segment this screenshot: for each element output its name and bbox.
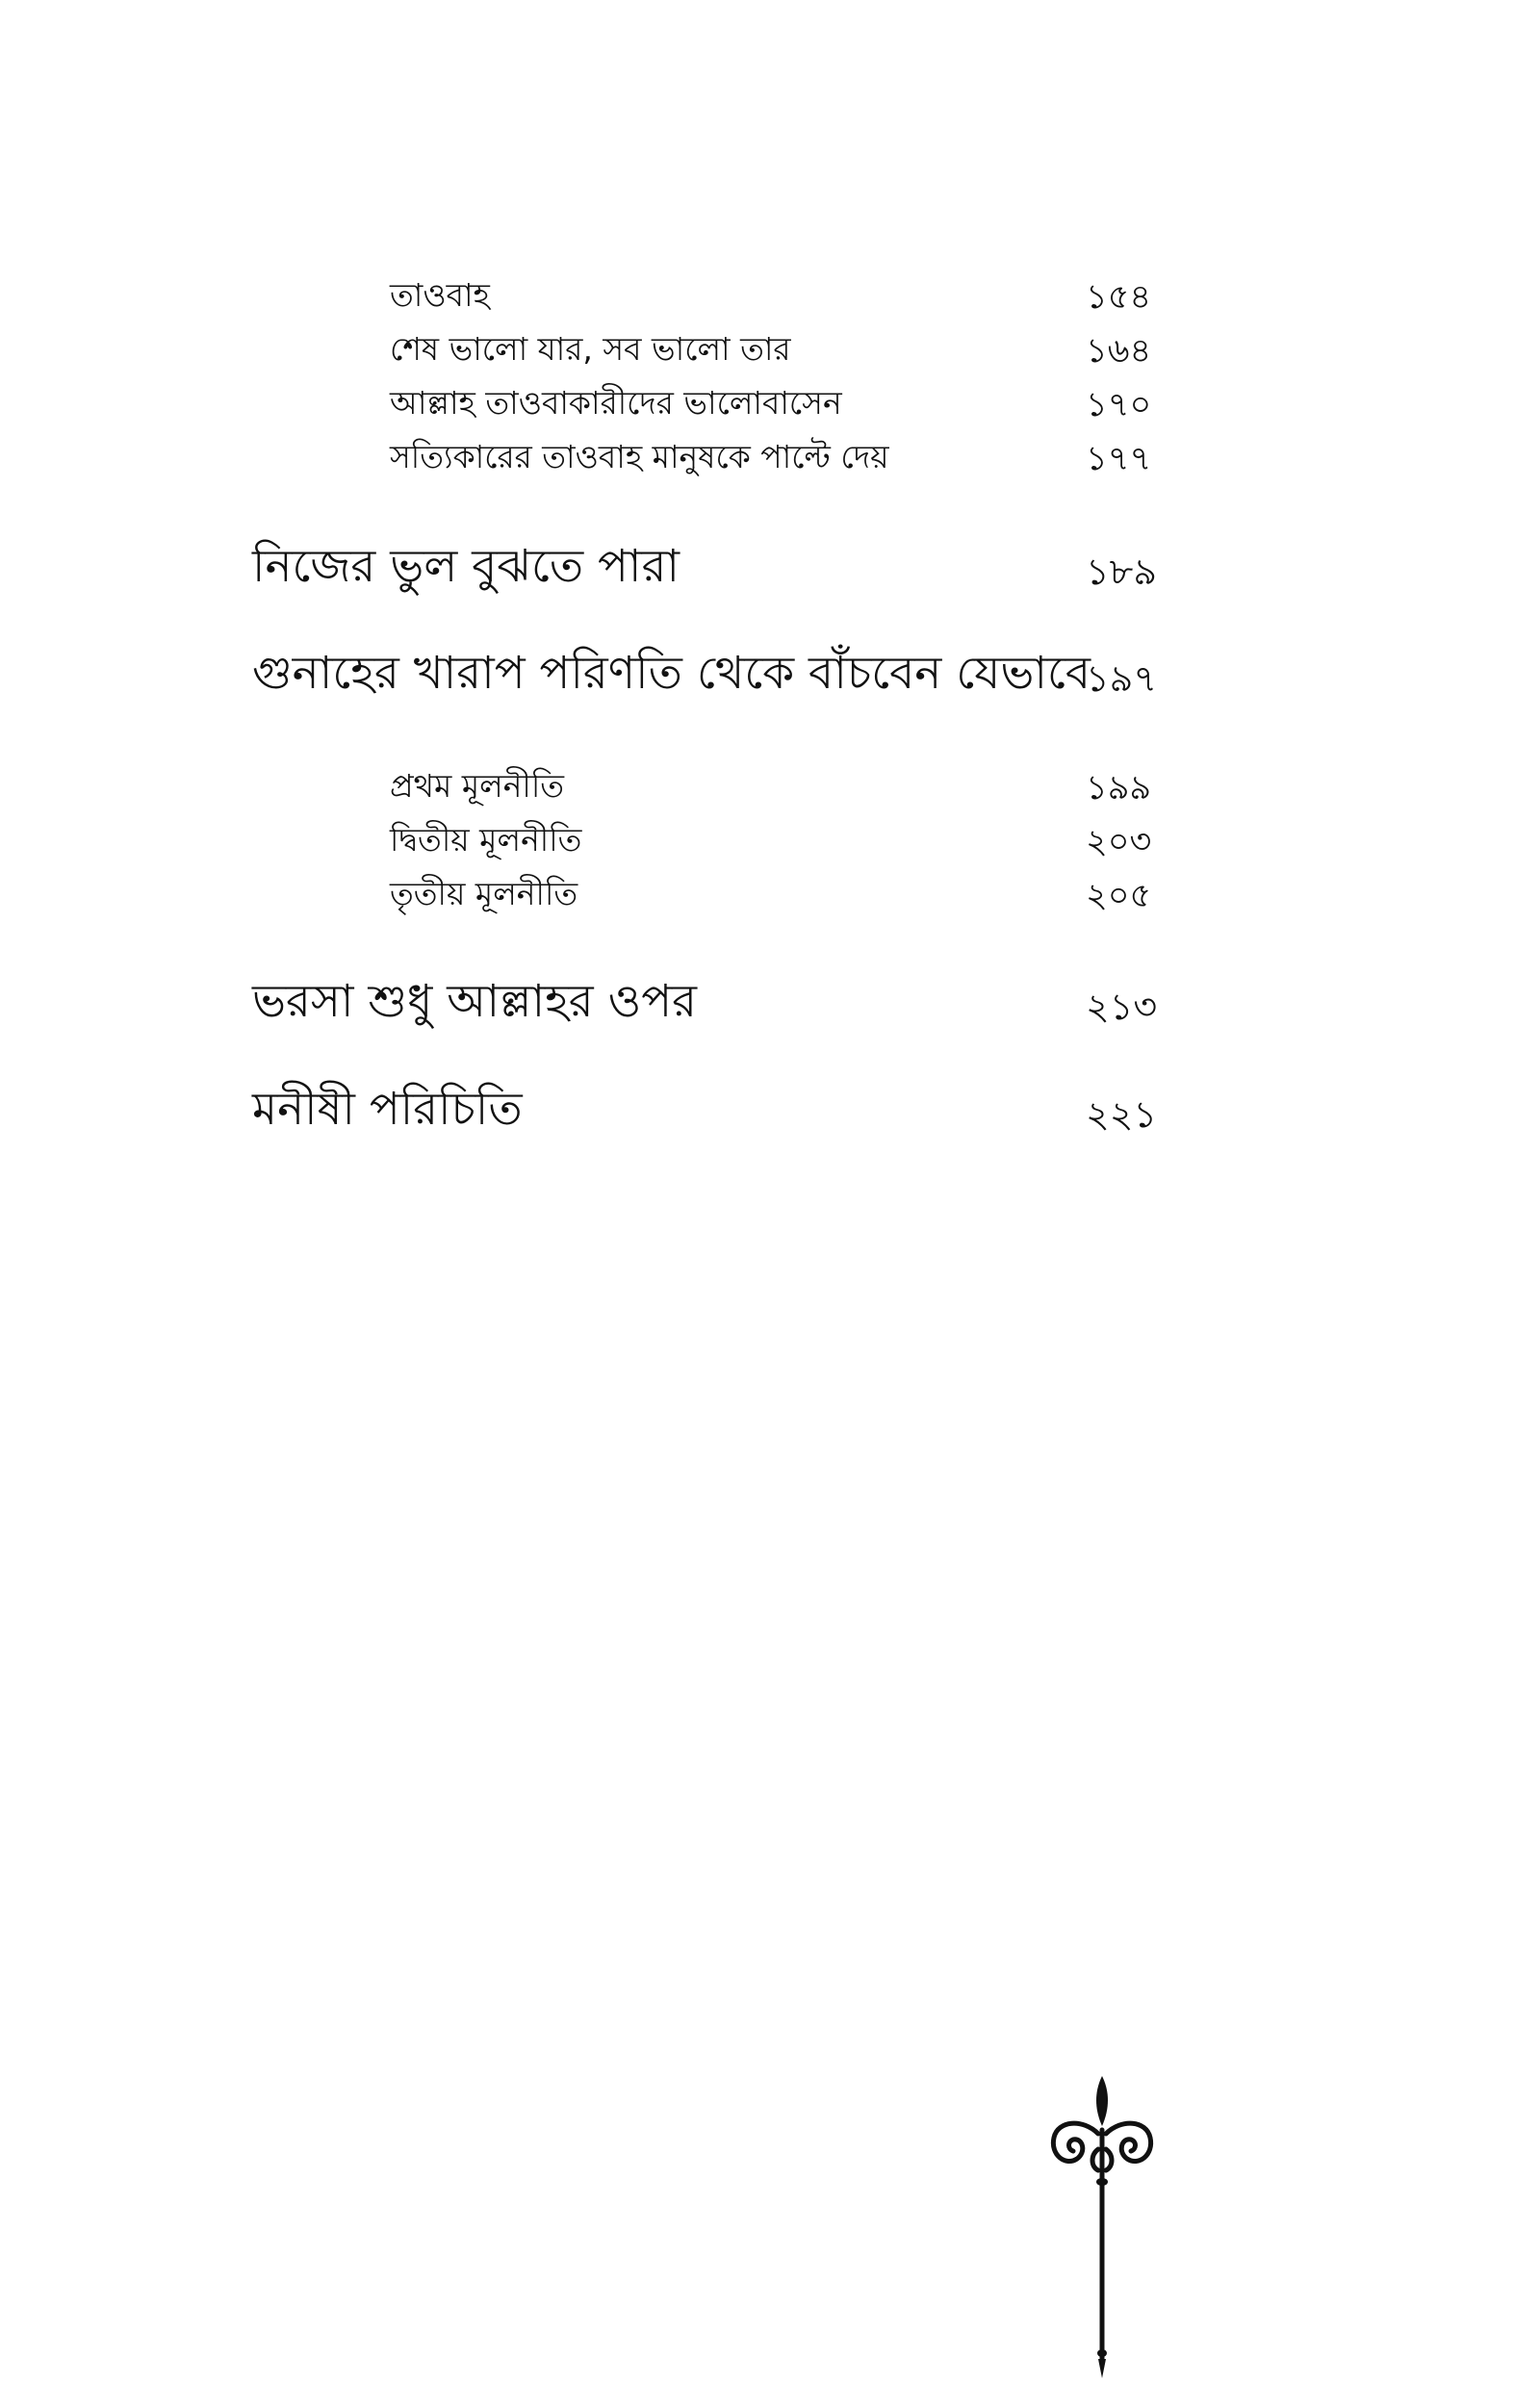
toc-entry[interactable] — [0, 975, 1540, 1033]
toc-entry-page: ১৯৭ — [1086, 657, 1158, 700]
toc-entry-title: সত্যিকারের তাওবাহ মানুষকে পাল্টে দেয় — [390, 438, 889, 475]
toc-entry-page: ১৯৯ — [1086, 769, 1152, 807]
toc-entry[interactable] — [0, 438, 1540, 495]
toc-entry-page: ১৭৭ — [1086, 440, 1152, 478]
toc-entry[interactable] — [0, 647, 1540, 705]
toc-entry[interactable] — [0, 276, 1540, 333]
toc-entry-title: ভরসা শুধু আল্লাহর ওপর — [252, 975, 697, 1028]
toc-entry-page: ১৮৯ — [1086, 551, 1157, 593]
toc-entry-page: ২২১ — [1086, 1093, 1158, 1136]
fleur-de-lis-spear-ornament-icon — [1044, 2074, 1160, 2380]
toc-entry-title: তৃতীয় মূলনীতি — [390, 875, 578, 912]
toc-entry-page: ১৭০ — [1086, 386, 1152, 424]
toc-entry-page: ২০৫ — [1086, 877, 1152, 915]
toc-entry[interactable] — [0, 330, 1540, 387]
toc-entry[interactable] — [0, 821, 1540, 878]
toc-entry[interactable] — [0, 875, 1540, 932]
toc-entry-title: প্রথম মূলনীতি — [390, 767, 565, 805]
toc-entry-title: গুনাহের খারাপ পরিণতি থেকে বাঁচবেন যেভাবে — [252, 647, 1091, 700]
toc-entry-page: ২০৩ — [1086, 823, 1152, 861]
toc-entry-title: মনীষী পরিচিতি — [252, 1083, 523, 1136]
toc-entry[interactable] — [0, 384, 1540, 441]
toc-entry-page: ১৫৪ — [1086, 278, 1152, 317]
toc-entry[interactable] — [0, 767, 1540, 824]
toc-entry-title: দ্বিতীয় মূলনীতি — [390, 821, 582, 859]
toc-entry[interactable] — [0, 1083, 1540, 1141]
toc-entry[interactable] — [0, 540, 1540, 598]
toc-entry-title: আল্লাহ তাওবাকারীদের ভালোবাসেন — [390, 384, 842, 422]
toc-entry-page: ২১৩ — [1086, 986, 1158, 1028]
toc-entry-title: তাওবাহ — [390, 276, 490, 314]
toc-entry-title: শেষ ভালো যার, সব ভালো তার — [390, 330, 791, 368]
toc-entry-title: নিজের ভুল বুঝতে পারা — [252, 540, 680, 593]
toc-entry-page: ১৬৪ — [1086, 332, 1152, 371]
